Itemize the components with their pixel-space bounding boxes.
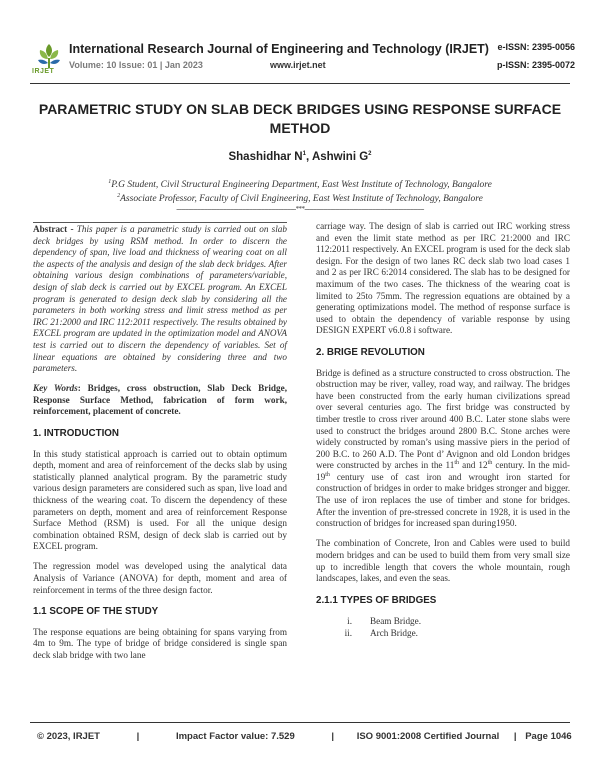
logo-text: IRJET	[32, 68, 55, 75]
rev-text-a: Bridge is defined as a structure constructed to cross obstruction. The obstruction may be river, valley, road way, and railway. The bridges have been constructed from the early human civilizations spread over several centuries ago. The first bridge was constructed by timber trestle to cross river around 400 B.C. Later stone slabs were used to construct the bridges around 2800 B.C. Stone arches were widely constructed by roman’s using massive piers in the period of 200 B.C. to 260 A.D. The Pont d’ Avignon and old London bridges were constructed by arches in the 11	[316, 367, 570, 471]
heading-types-of-bridges: 2.1.1 TYPES OF BRIDGES	[316, 594, 437, 606]
author-2-sup: 2	[368, 151, 372, 158]
affiliation-2	[30, 194, 570, 204]
author-1: Shashidhar N	[228, 151, 303, 163]
affiliation-1-text: P.G Student, Civil Structural Engineering Department, East West Institute of Technology, Bangalore	[111, 180, 492, 190]
volume-issue: Volume: 10 Issue: 01 | Jan 2023	[69, 60, 203, 70]
keywords-text: : Bridges, cross obstruction, Slab Deck Bridge, Response Surface Method, fabrication of form work, reinforcement, placement of concrete.	[33, 383, 287, 417]
rev-text-b: and 12	[459, 460, 488, 471]
footer-page-number: Page 1046	[525, 731, 572, 742]
heading-scope: 1.1 SCOPE OF THE STUDY	[33, 606, 159, 618]
list-item-label: Beam Bridge.	[370, 616, 422, 627]
affiliation-2-sup: 2	[117, 192, 121, 199]
abstract-label: Abstract -	[33, 224, 74, 234]
heading-introduction: 1. INTRODUCTION	[33, 428, 119, 439]
list-item	[338, 615, 570, 627]
affiliation-2-text: Associate Professor, Faculty of Civil Engineering, East West Institute of Technology, Bangalore	[120, 194, 483, 204]
footer-copyright: © 2023, IRJET	[37, 731, 100, 742]
author-separator: ,	[305, 151, 312, 163]
authors	[30, 151, 570, 163]
rev-text-d: century use of cast iron and wrought iron started for construction of bridges in order to make bridges stronger and bigger. The use of iron replaces the use of timber and stone for bridges. After the invention of pre-stressed concrete in 1928, it is used in the construction of bridges for increased span during1950.	[316, 471, 570, 529]
intro-paragraph-2: The regression model was developed using the analytical data Analysis of Variance (ANOVA) for depth, moment and area of reinforcement in terms of the three design factor.	[33, 561, 287, 595]
footer-divider	[30, 722, 570, 723]
footer-pipe: |	[331, 731, 335, 742]
keywords	[33, 383, 287, 418]
rev-sup-2: th	[487, 460, 493, 467]
eissn: e-ISSN: 2395-0056	[497, 42, 575, 52]
header-divider	[30, 83, 570, 84]
section-separator: ---------------------------------------------------------------------***---------------------------------------------------------------------	[176, 205, 424, 213]
footer-pipe: |	[136, 731, 140, 742]
affiliation-1-sup: 1	[108, 178, 112, 185]
author-1-sup: 1	[302, 151, 306, 158]
page-footer	[30, 731, 570, 742]
list-item-label: Arch Bridge.	[370, 628, 418, 639]
list-item-number: ii.	[344, 628, 352, 639]
rev-sup-1: th	[454, 460, 460, 467]
keywords-label: Key Words	[33, 383, 78, 394]
footer-iso: ISO 9001:2008 Certified Journal	[356, 731, 500, 742]
list-item	[338, 627, 570, 639]
rev-sup-3: th	[325, 471, 330, 478]
left-column	[33, 222, 287, 670]
intro-paragraph-1: In this study statistical approach is carried out to obtain optimum depth, moment and area of reinforcement of the decks slab by using statistically planned analytical program. By the parametric study various design parameters are considered such as span, live load and thickness of the wearing coat. To discern the dependency of these parameters on depth, moment and area of reinforcement Response Surface Method (RSM) is used. For all the unique design combination obtained RSM, design of deck slab is carried out by EXCEL program.	[33, 448, 287, 552]
affiliation-1	[30, 180, 570, 190]
bridge-types-list	[338, 615, 570, 639]
footer-pipe: |	[513, 731, 517, 742]
pissn: p-ISSN: 2395-0072	[496, 60, 575, 70]
list-item-number: i.	[347, 616, 352, 627]
footer-impact-factor: Impact Factor value: 7.529	[175, 731, 295, 742]
revolution-paragraph-2: The combination of Concrete, Iron and Cables were used to build modern bridges and can be used to build them from very small size up to incredible length that covers the whole mountain, rough landscapes, lakes, and even the seas.	[316, 538, 570, 584]
scope-paragraph: The response equations are being obtaining for spans varying from 4m to 9m. The type of bridge of bridge considered is single span deck slab bridge with two lane	[33, 626, 287, 660]
right-column	[316, 221, 570, 639]
journal-website-link[interactable]: www.irjet.net	[270, 60, 326, 70]
heading-bridge-revolution: 2. BRIGE REVOLUTION	[316, 346, 425, 358]
abstract	[33, 222, 287, 375]
journal-name: International Research Journal of Engineering and Technology (IRJET)	[69, 42, 489, 56]
author-2: Ashwini G	[311, 151, 369, 163]
revolution-paragraph-1	[316, 368, 570, 530]
scope-continued-paragraph: carriage way. The design of slab is carried out IRC working stress and even the limit state method as per IRC 21:2000 and IRC 112:2011 respectively. An EXCEL program is used for the deck slab design. For the design of two lanes RC deck slab two load cases 1 and 2 as per IRC 6:2014 considered. The slab has to be designed for maximum of the two cases. The thickness of the wearing coat is limited to 25to 75mm. The regression equations are obtained by a generating optimizations model. The method of response surface is used to obtain the dependency of variable response by using DESIGN EXPERT v6.0.8 i software.	[316, 221, 570, 336]
abstract-text: This paper is a parametric study is carried out on slab deck bridges by using RSM method. In order to discern the dependency of span, live load and thickness of wearing coat on all the aspects of the analysis and design of the slab deck bridges. After obtaining various design combinations of parameters/variable, design of slab deck is carried out by EXCEL program. An EXCEL program is generated to design deck slab by considering all the parameters in both working stress and limit stress method as per IRC 21:2000 and IRC 112:2011 respectively. The results obtained by EXCEL program are updated in the optimization model and ANOVA test is carried out to discern the dependency of variables. Set of linear equations are obtained by considering three and two parameters.	[33, 224, 287, 374]
paper-title: PARAMETRIC STUDY ON SLAB DECK BRIDGES USING RESPONSE SURFACE METHOD	[38, 101, 562, 136]
rev-text-c: century. In the mid-19	[316, 460, 570, 482]
journal-header	[30, 38, 575, 82]
